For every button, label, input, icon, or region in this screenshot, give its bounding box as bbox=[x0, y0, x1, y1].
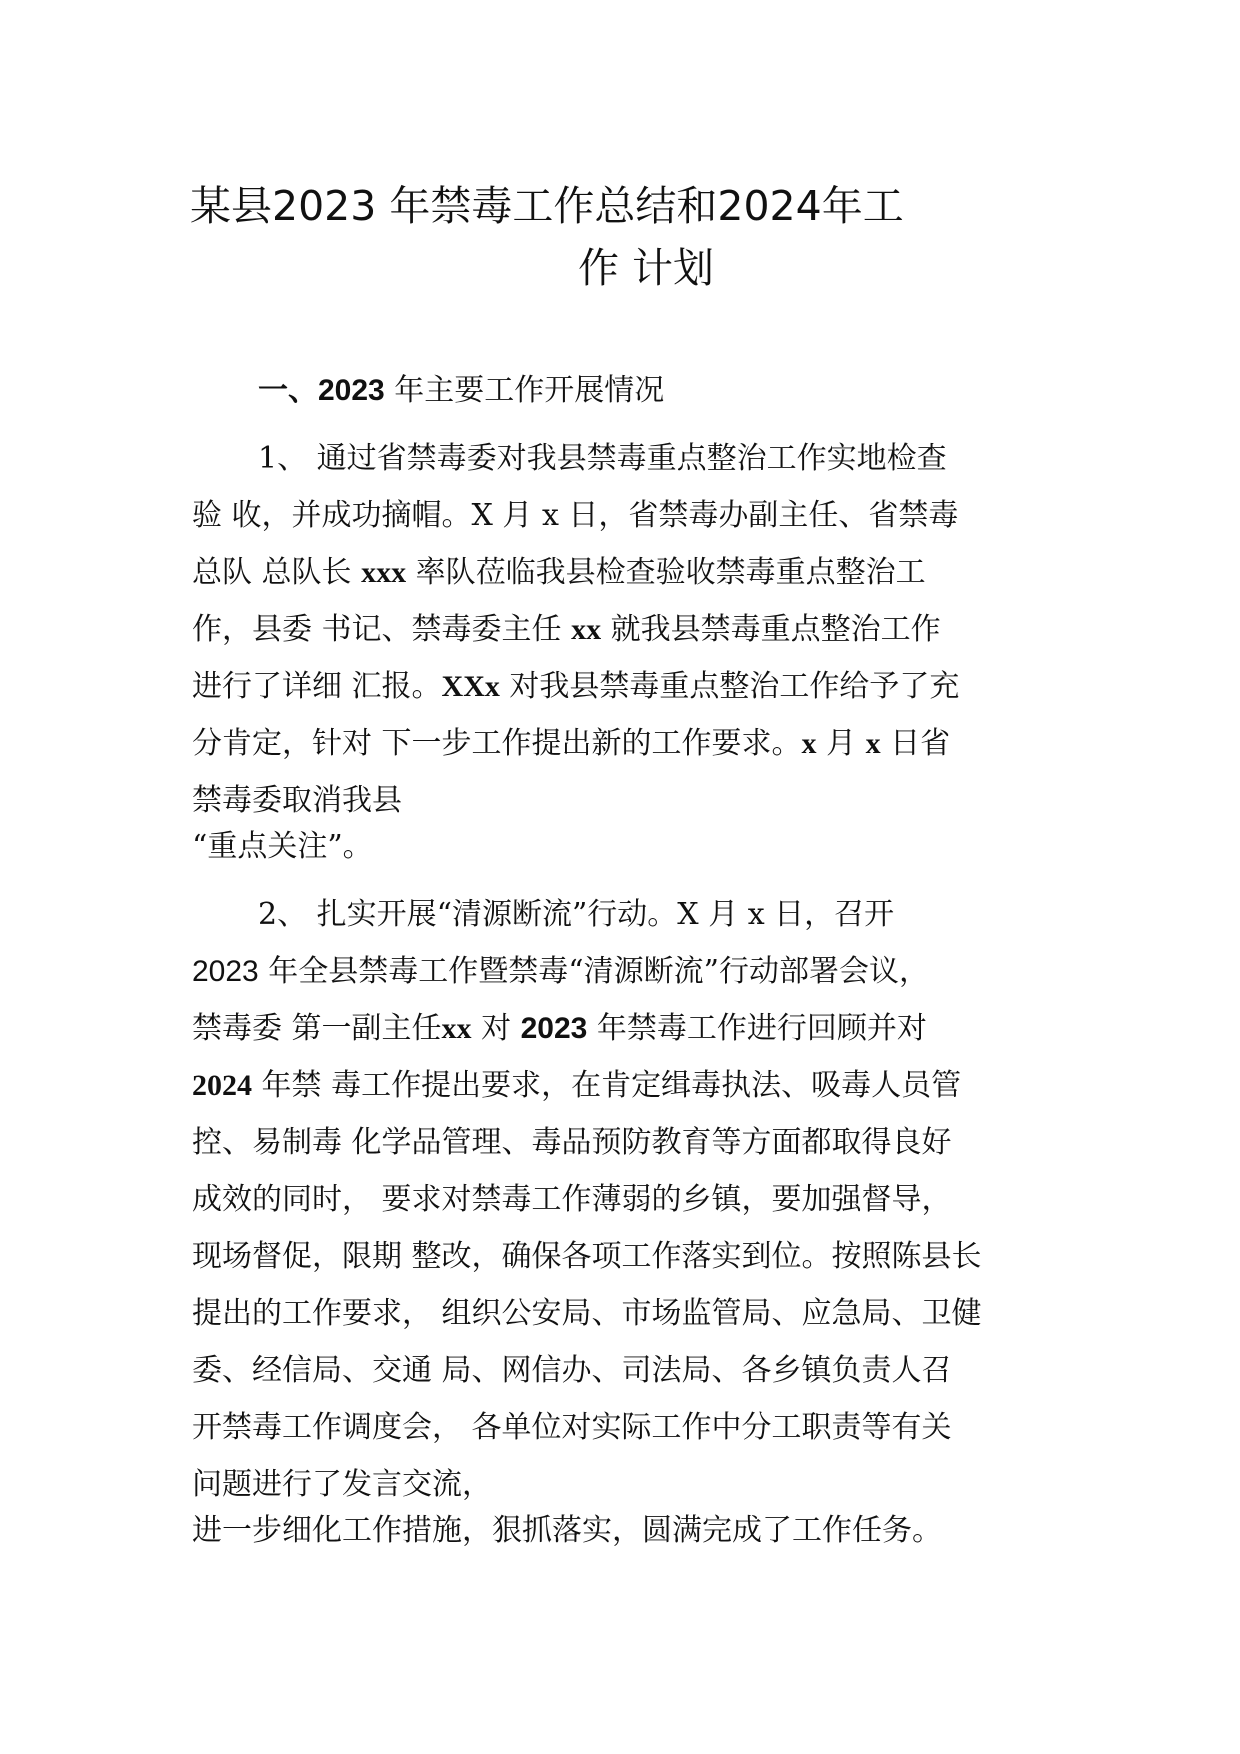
bold-placeholder-month: x bbox=[801, 727, 817, 760]
year-span: 2023 bbox=[520, 1012, 588, 1045]
text-span: 总队 总队长 bbox=[192, 555, 362, 590]
section-heading bbox=[258, 371, 664, 411]
paragraph2-line-2 bbox=[192, 952, 929, 992]
section-heading-number: 一、 bbox=[258, 373, 318, 408]
text-span: 分肯定，针对 下一步工作提出新的工作要求。 bbox=[192, 726, 802, 761]
bold-placeholder-name: xxx bbox=[361, 556, 407, 589]
section-heading-year: 2023 bbox=[318, 374, 385, 407]
text-span: 日省 bbox=[880, 726, 951, 761]
text-span: 年全县禁毒工作暨禁毒“清源断流”行动部署会议， bbox=[258, 954, 929, 989]
paragraph2-line-4 bbox=[192, 1066, 961, 1106]
paragraph2-line-3 bbox=[192, 1009, 927, 1049]
text-span: 率队莅临我县检查验收禁毒重点整治工 bbox=[406, 555, 926, 590]
year-span: 2023 bbox=[192, 955, 259, 988]
paragraph2-line-10: 开禁毒工作调度会， 各单位对实际工作中分工职责等有关 bbox=[192, 1410, 952, 1445]
bold-placeholder-name: xx bbox=[441, 1012, 472, 1045]
paragraph2-line-8: 提出的工作要求， 组织公安局、市场监管局、应急局、卫健 bbox=[192, 1296, 982, 1331]
text-span: 就我县禁毒重点整治工作 bbox=[601, 612, 941, 647]
document-title-line-1: 某县2023 年禁毒工作总结和2024年工 bbox=[190, 182, 904, 230]
bold-placeholder-name: XXx bbox=[441, 670, 500, 703]
paragraph2-line-9: 委、经信局、交通 局、网信办、司法局、各乡镇负责人召 bbox=[192, 1353, 952, 1388]
bold-placeholder-name: xx bbox=[571, 613, 602, 646]
paragraph1-line-2: 验 收，并成功摘帽。X 月 x 日，省禁毒办副主任、省禁毒 bbox=[192, 498, 959, 533]
paragraph2-line-1: 2、 扎实开展“清源断流”行动。X 月 x 日，召开 bbox=[258, 897, 895, 932]
paragraph1-line-8: “重点关注”。 bbox=[192, 829, 373, 864]
text-span: 年禁 毒工作提出要求，在肯定缉毒执法、吸毒人员管 bbox=[252, 1068, 962, 1103]
text-span: 对我县禁毒重点整治工作给予了充 bbox=[499, 669, 960, 704]
text-span: 年禁毒工作进行回顾并对 bbox=[587, 1011, 927, 1046]
text-span: 作，县委 书记、禁毒委主任 bbox=[192, 612, 572, 647]
paragraph2-line-12: 进一步细化工作措施，狠抓落实，圆满完成了工作任务。 bbox=[192, 1513, 942, 1548]
paragraph2-line-11: 问题进行了发言交流， bbox=[192, 1467, 492, 1502]
text-span: 对 bbox=[471, 1011, 521, 1046]
text-span: 月 bbox=[816, 726, 866, 761]
year-span: 2024 bbox=[192, 1069, 252, 1102]
paragraph1-line-4 bbox=[192, 610, 941, 650]
document-title-line-2: 作 计划 bbox=[578, 244, 715, 292]
bold-placeholder-day: x bbox=[865, 727, 881, 760]
paragraph1-line-5 bbox=[192, 667, 959, 707]
text-span: 禁毒委 第一副主任 bbox=[192, 1011, 442, 1046]
paragraph1-line-6 bbox=[192, 724, 950, 764]
paragraph2-line-7: 现场督促，限期 整改，确保各项工作落实到位。按照陈县长 bbox=[192, 1239, 982, 1274]
paragraph1-line-1: 1、 通过省禁毒委对我县禁毒重点整治工作实地检查 bbox=[258, 441, 947, 476]
paragraph2-line-6: 成效的同时， 要求对禁毒工作薄弱的乡镇，要加强督导， bbox=[192, 1182, 952, 1217]
text-span: 进行了详细 汇报。 bbox=[192, 669, 442, 704]
paragraph1-line-3 bbox=[192, 553, 926, 593]
paragraph2-line-5: 控、易制毒 化学品管理、毒品预防教育等方面都取得良好 bbox=[192, 1125, 952, 1160]
paragraph1-line-7: 禁毒委取消我县 bbox=[192, 783, 402, 818]
section-heading-text: 年主要工作开展情况 bbox=[384, 373, 665, 408]
